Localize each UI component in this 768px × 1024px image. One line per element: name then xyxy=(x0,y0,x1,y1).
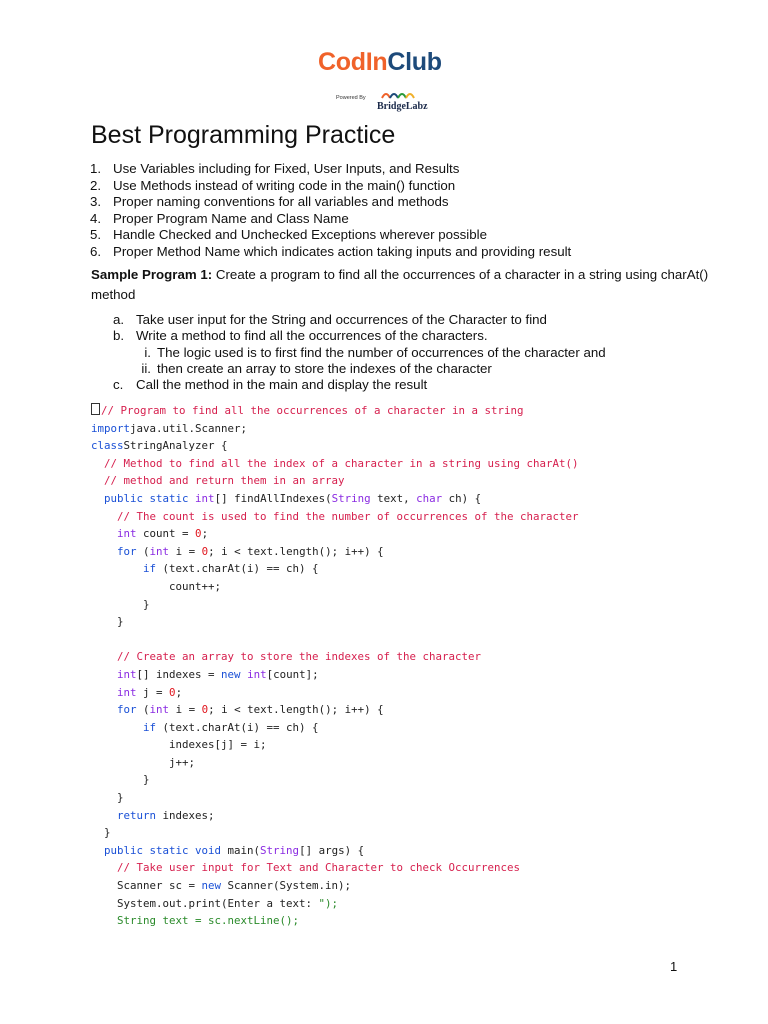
code-token: int xyxy=(117,527,137,541)
code-token: int xyxy=(195,491,215,505)
code-token xyxy=(91,527,117,540)
list-item xyxy=(90,178,571,195)
code-line xyxy=(91,578,579,596)
code-token: j = xyxy=(136,685,170,699)
step-item xyxy=(113,377,606,393)
list-item xyxy=(90,244,571,261)
code-token: [] findAllIndexes( xyxy=(214,491,332,505)
code-line xyxy=(91,490,579,508)
step-marker: c. xyxy=(113,377,124,393)
code-token: } xyxy=(91,773,150,787)
page-number: 1 xyxy=(670,959,678,974)
code-token: // Take user input for Text and Character to check Occurrences xyxy=(117,861,521,875)
code-token xyxy=(91,861,117,874)
code-token: public static void xyxy=(104,843,222,857)
code-token: public static xyxy=(104,491,189,505)
code-token: // Create an array to store the indexes of the character xyxy=(117,650,482,664)
code-token xyxy=(91,686,117,699)
step-marker: i. xyxy=(144,344,151,360)
step-marker: a. xyxy=(113,312,125,327)
code-token: ; i < text.length(); i++) { xyxy=(208,703,384,717)
step-item xyxy=(113,328,606,344)
code-token xyxy=(91,914,117,927)
code-token: // method and return them in an array xyxy=(104,474,345,488)
code-token xyxy=(91,492,104,505)
code-token: char xyxy=(416,491,443,505)
steps-list xyxy=(113,312,606,393)
code-token: import xyxy=(91,421,131,435)
code-token: // Program to find all the occurrences of a character in a string xyxy=(101,404,524,417)
code-token: int xyxy=(247,667,267,681)
list-number: 3. xyxy=(90,194,102,209)
sample-program-label: Sample Program 1: xyxy=(91,267,213,282)
list-item xyxy=(90,227,571,244)
code-token: return xyxy=(117,808,157,822)
code-token: int xyxy=(149,703,170,717)
powered-by-text: Powered By xyxy=(336,95,366,101)
code-line xyxy=(91,877,579,895)
code-token xyxy=(91,844,104,857)
code-token: if xyxy=(143,562,157,576)
code-token: class xyxy=(91,439,124,453)
code-token: ( xyxy=(136,544,150,558)
code-token: indexes[j] = i; xyxy=(91,738,267,752)
code-line xyxy=(91,420,579,438)
code-token: [] indexes = xyxy=(136,667,222,681)
code-token: [] args) { xyxy=(299,843,365,857)
code-token xyxy=(91,545,117,558)
code-token: (text.charAt(i) == ch) { xyxy=(156,562,319,576)
step-text: Write a method to find all the occurrences of the characters. xyxy=(136,328,488,344)
list-text: Proper Program Name and Class Name xyxy=(113,210,349,226)
list-item xyxy=(90,194,571,211)
step-text: The logic used is to first find the number of occurrences of the character and xyxy=(157,344,606,360)
code-token: int xyxy=(149,544,170,558)
code-token: count = xyxy=(136,527,196,541)
code-token: Scanner sc = xyxy=(91,879,202,893)
code-line xyxy=(91,596,579,614)
bridgelabz-text: BridgeLabz xyxy=(377,101,428,112)
bridgelabz-mark-icon xyxy=(380,88,420,102)
code-token: ( xyxy=(136,703,150,717)
code-token: for xyxy=(117,703,137,717)
code-token xyxy=(91,668,117,681)
code-token: new xyxy=(201,879,222,893)
code-line xyxy=(91,508,579,526)
step-marker: ii. xyxy=(141,360,151,376)
code-token: indexes; xyxy=(156,808,215,822)
code-token: int xyxy=(117,667,137,681)
list-number: 5. xyxy=(90,227,102,242)
substep-item xyxy=(113,345,606,361)
code-line xyxy=(91,560,579,578)
list-text: Handle Checked and Unchecked Exceptions wherever possible xyxy=(113,227,488,242)
step-marker: b. xyxy=(113,328,125,344)
code-line xyxy=(91,402,579,420)
code-token: j++; xyxy=(91,755,196,769)
code-line xyxy=(91,525,579,543)
code-line xyxy=(91,684,579,702)
step-text: Take user input for the String and occurrences of the Character to find xyxy=(136,312,547,327)
list-number: 6. xyxy=(90,243,102,259)
code-line xyxy=(91,824,579,842)
list-item xyxy=(90,161,571,178)
code-token xyxy=(91,721,143,734)
code-line xyxy=(91,631,579,649)
code-token: StringAnalyzer { xyxy=(123,439,228,453)
list-number: 4. xyxy=(90,210,102,226)
code-token: 0 xyxy=(201,703,209,717)
list-text: Proper Method Name which indicates action taking inputs and providing result xyxy=(113,243,572,259)
code-token: System.out.print(Enter a text: xyxy=(91,896,319,910)
code-token xyxy=(91,703,117,716)
code-token: count++; xyxy=(91,579,222,593)
code-token: for xyxy=(117,544,137,558)
code-token: (text.charAt(i) == ch) { xyxy=(156,720,319,734)
code-token: // The count is used to find the number of occurrences of the character xyxy=(117,509,579,523)
list-text: Use Variables including for Fixed, User Inputs, and Results xyxy=(113,161,460,176)
step-text: Call the method in the main and display the result xyxy=(136,377,428,393)
code-token: String xyxy=(260,843,300,857)
code-token: } xyxy=(91,826,111,840)
list-text: Proper naming conventions for all variables and methods xyxy=(113,194,449,209)
code-line xyxy=(91,895,579,913)
code-line xyxy=(91,701,579,719)
code-token: [count]; xyxy=(266,667,319,681)
code-token: ; xyxy=(201,527,209,541)
sample-program-text: Create a program to find all the occurrences of a character in a string using charAt() method xyxy=(91,267,709,302)
code-token xyxy=(91,474,104,487)
step-text: then create an array to store the indexes of the character xyxy=(157,360,492,376)
practices-list xyxy=(90,161,571,260)
list-item xyxy=(90,211,571,228)
code-token: i = xyxy=(169,703,202,717)
code-token: "); xyxy=(318,896,339,910)
code-token: } xyxy=(91,597,150,611)
code-token: int xyxy=(117,685,137,699)
logo-part2: Club xyxy=(387,48,442,76)
code-token: ; i < text.length(); i++) { xyxy=(208,544,384,558)
code-line xyxy=(91,666,579,684)
code-line xyxy=(91,912,579,930)
code-token: Scanner(System.in); xyxy=(221,879,352,893)
code-line xyxy=(91,771,579,789)
code-line xyxy=(91,736,579,754)
code-line xyxy=(91,859,579,877)
code-token: 0 xyxy=(169,685,176,699)
list-text: Use Methods instead of writing code in the main() function xyxy=(113,177,456,193)
code-token: String text = sc.nextLine(); xyxy=(117,914,300,928)
code-token: text, xyxy=(370,491,417,505)
logo-subline xyxy=(336,88,456,112)
code-line xyxy=(91,613,579,631)
code-block xyxy=(91,402,579,930)
logo-wordmark xyxy=(318,48,458,76)
code-token: if xyxy=(143,720,157,734)
code-line xyxy=(91,842,579,860)
missing-glyph-icon xyxy=(91,403,100,415)
code-line xyxy=(91,437,579,455)
code-token xyxy=(91,457,104,470)
code-token: // Method to find all the index of a character in a string using charAt() xyxy=(104,456,579,470)
code-token: i = xyxy=(169,544,202,558)
code-line xyxy=(91,543,579,561)
page-title: Best Programming Practice xyxy=(91,121,396,149)
code-line xyxy=(91,719,579,737)
logo-part1: CodIn xyxy=(318,48,388,76)
code-line xyxy=(91,807,579,825)
code-token: } xyxy=(91,615,124,629)
code-token: String xyxy=(331,491,371,505)
code-token: java.util.Scanner; xyxy=(130,421,248,435)
code-token xyxy=(91,562,143,575)
code-token xyxy=(91,510,117,523)
code-token xyxy=(91,809,117,822)
list-number: 2. xyxy=(90,177,102,193)
code-line xyxy=(91,648,579,666)
code-token: new xyxy=(221,667,241,681)
code-line xyxy=(91,789,579,807)
code-token: main( xyxy=(221,843,261,857)
code-line xyxy=(91,472,579,490)
code-line xyxy=(91,754,579,772)
code-token: } xyxy=(91,791,124,805)
code-token xyxy=(91,650,117,663)
list-number: 1. xyxy=(90,161,102,176)
code-line xyxy=(91,455,579,473)
sample-program-description xyxy=(91,265,711,304)
codinclub-logo xyxy=(318,48,458,114)
code-token: ch) { xyxy=(442,491,482,505)
code-token: ; xyxy=(175,685,183,699)
step-item xyxy=(113,312,606,328)
code-token: 0 xyxy=(201,544,209,558)
code-token: 0 xyxy=(195,527,202,541)
substep-item xyxy=(113,361,606,377)
